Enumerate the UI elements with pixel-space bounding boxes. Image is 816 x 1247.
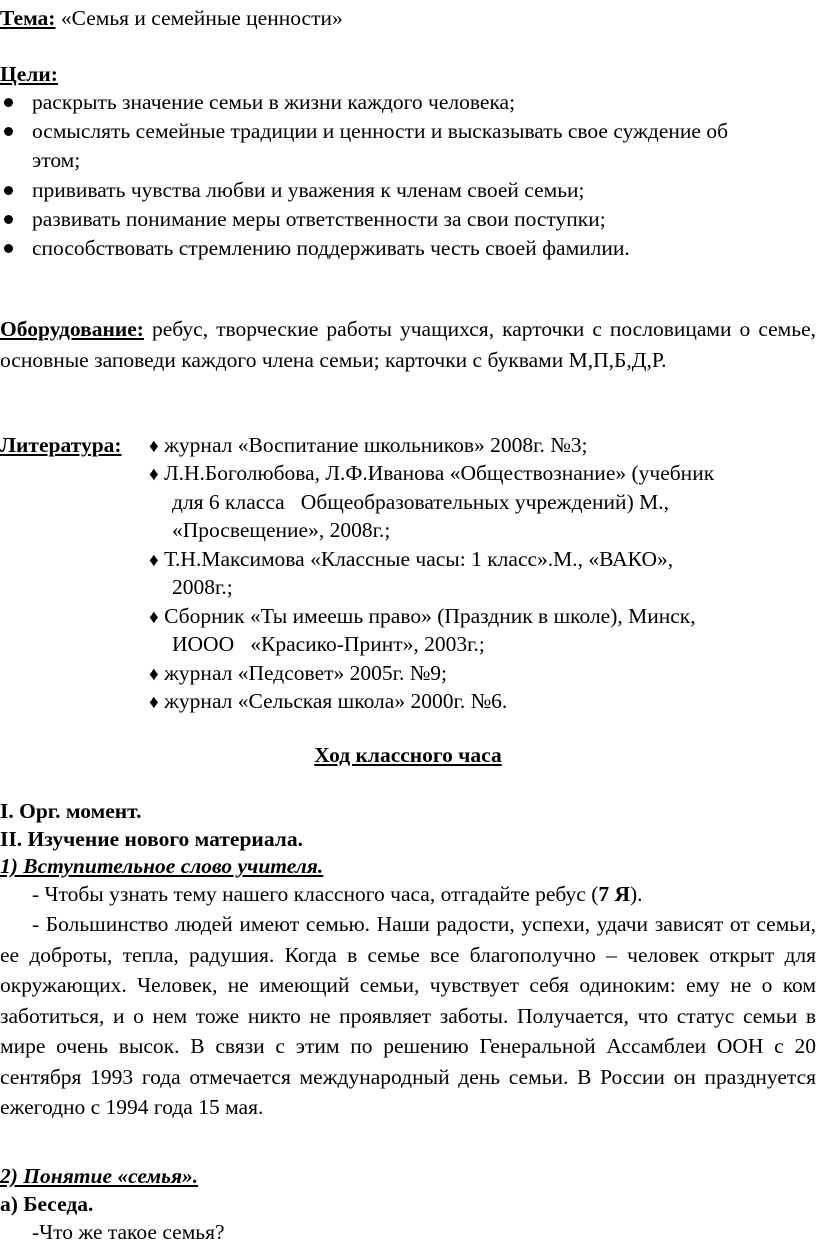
lesson-heading-wrap [0,741,816,769]
literature-text: журнал «Педсовет» 2005г. №9; [164,661,448,685]
literature-item [149,602,696,632]
topic-label: Тема: [0,6,56,30]
literature-item [149,431,588,461]
equipment-label: Оборудование: [0,317,144,341]
diamond-bullet-icon: ♦ [149,607,159,628]
literature-continuation: для 6 класса Общеобразовательных учреждений) М., [172,490,669,514]
goal-item: способствовать стремлению поддерживать честь своей фамилии. [32,236,630,260]
rebus-paragraph [32,880,643,908]
literature-item [149,687,507,717]
rebus-text: - Чтобы узнать тему нашего классного часа, отгадайте ребус ( [32,882,599,906]
rebus-text-end: ). [630,882,643,906]
literature-continuation: ИООО «Красико-Принт», 2003г.; [172,632,485,656]
goal-item: прививать чувства любви и уважения к членам своей семьи; [32,178,585,202]
bullet-icon [4,215,13,224]
bullet-icon [4,98,13,107]
equipment-paragraph [0,314,816,375]
goal-item-continuation: этом; [32,148,81,172]
literature-text: журнал «Сельская школа» 2000г. №6. [164,689,508,713]
topic-value: «Семья и семейные ценности» [55,6,343,30]
goal-item: развивать понимание меры ответственности за свои поступки; [32,207,606,231]
literature-text: Л.Н.Боголюбова, Л.Ф.Иванова «Обществознание» (учебник [164,461,715,485]
diamond-bullet-icon: ♦ [149,550,159,571]
literature-text: журнал «Воспитание школьников» 2008г. №3; [164,433,588,457]
family-paragraph: - Большинство людей имеют семью. Наши радости, успехи, удачи зависят от семьи, ее доброты, тепла, радушия. Когда в семье все благополучно – человек открыт для окружающих. Человек, не имеющий семьи, чувствует себя одиноким: ему не о ком заботиться, и о нем тоже никто не проявляет заботы. Получается, что статус семьи в мире очень высок. В связи с этим по решению Генеральной Ассамблеи ООН с 20 сентября 1993 года отмечается международный день семьи. В России он празднуется ежегодно с 1994 года 15 мая. [0,912,816,1119]
goal-item: раскрыть значение семьи в жизни каждого человека; [32,90,516,114]
literature-continuation: 2008г.; [172,575,233,599]
subsection-conversation: а) Беседа. [0,1192,94,1216]
literature-item [149,545,673,575]
goals-label: Цели: [0,62,58,86]
rebus-answer: 7 Я [598,882,631,906]
bullet-icon [4,244,13,253]
diamond-bullet-icon: ♦ [149,664,159,685]
literature-text: Т.Н.Максимова «Классные часы: 1 класс».М., «ВАКО», [164,547,674,571]
equipment-text: ребус, творческие работы учащихся, карточки с пословицами о семье, основные заповеди каждого члена семьи; карточки с буквами М,П,Б,Д,Р. [0,317,816,372]
section-org-moment: I. Орг. момент. [0,799,142,823]
topic-line [0,4,343,32]
literature-continuation: «Просвещение», 2008г.; [172,518,391,542]
literature-label: Литература: [0,433,122,457]
subsection-teacher-intro: 1) Вступительное слово учителя. [0,854,324,878]
diamond-bullet-icon: ♦ [149,464,159,485]
lesson-heading: Ход классного часа [314,743,502,767]
question-text: -Что же такое семья? [32,1220,225,1244]
bullet-icon [4,127,13,136]
literature-item [149,659,447,689]
literature-item [149,459,714,489]
goal-item: осмыслять семейные традиции и ценности и высказывать свое суждение об [32,119,729,143]
section-new-material: II. Изучение нового материала. [0,827,303,851]
literature-text: Сборник «Ты имеешь право» (Праздник в школе), Минск, [164,604,696,628]
diamond-bullet-icon: ♦ [149,692,159,713]
bullet-icon [4,186,13,195]
subsection-family-concept: 2) Понятие «семья». [0,1164,199,1188]
diamond-bullet-icon: ♦ [149,436,159,457]
